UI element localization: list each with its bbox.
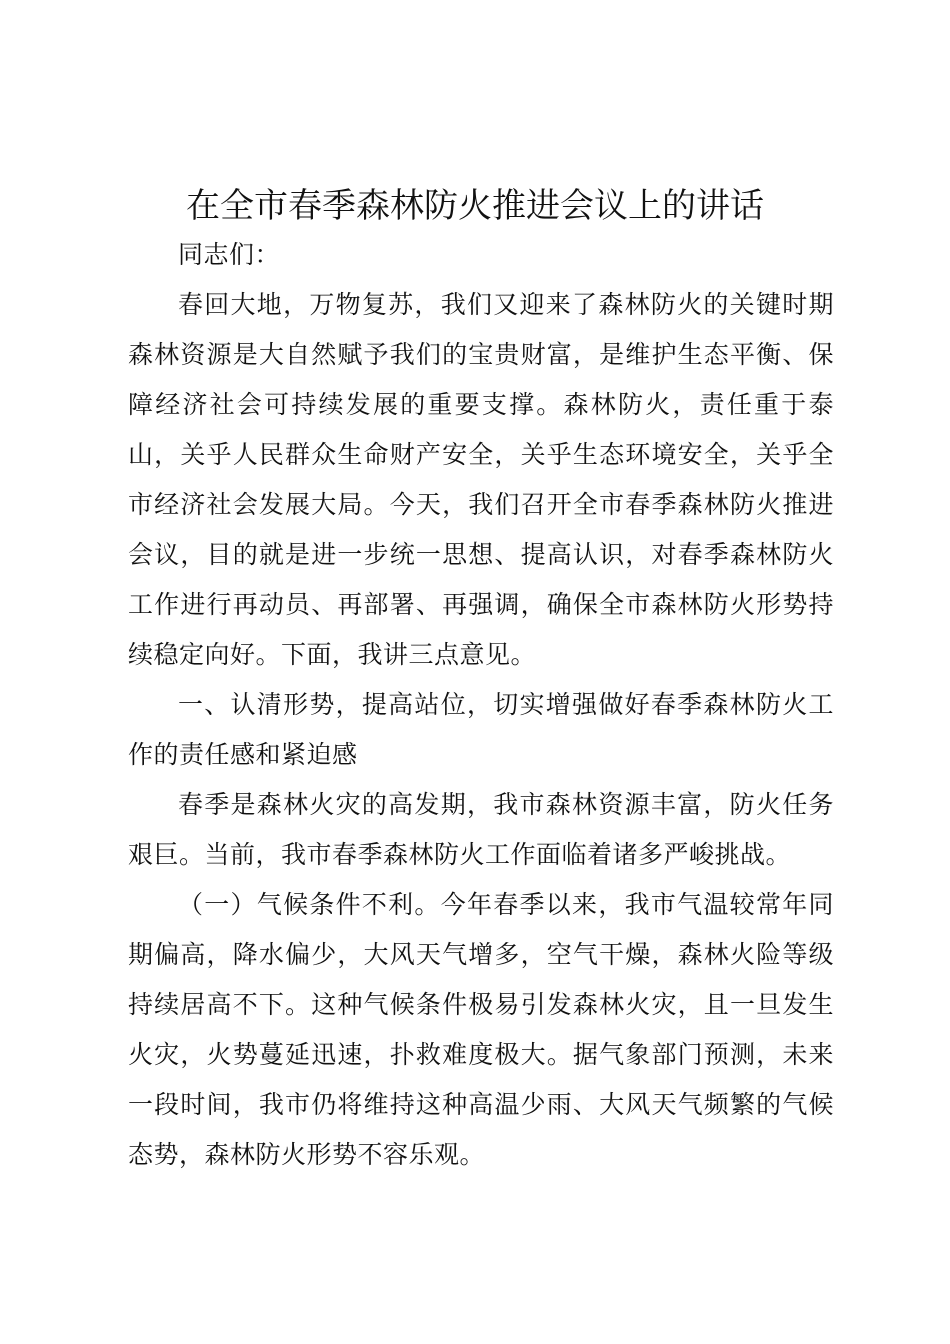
- section-heading-1: 一、认清形势，提高站位，切实增强做好春季森林防火工作的责任感和紧迫感: [128, 690, 834, 769]
- document-title: 在全市春季森林防火推进会议上的讲话: [186, 186, 764, 226]
- document-body: [128, 230, 834, 1180]
- paragraph-situation: 春季是森林火灾的高发期，我市森林资源丰富，防火任务艰巨。当前，我市春季森林防火工作面临着诸多严峻挑战。: [128, 790, 834, 869]
- paragraph-climate: （一）气候条件不利。今年春季以来，我市气温较常年同期偏高，降水偏少，大风天气增多，空气干燥，森林火险等级持续居高不下。这种气候条件极易引发森林火灾，且一旦发生火灾，火势蔓延迅速，扑救难度极大。据气象部门预测，未来一段时间，我市仍将维持这种高温少雨、大风天气频繁的气候态势，森林防火形势不容乐观。: [128, 890, 834, 1169]
- salutation: 同志们：: [178, 240, 281, 269]
- paragraph-intro: 春回大地，万物复苏，我们又迎来了森林防火的关键时期森林资源是大自然赋予我们的宝贵财富，是维护生态平衡、保障经济社会可持续发展的重要支撑。森林防火，责任重于泰山，关乎人民群众生命财产安全，关乎生态环境安全，关乎全市经济社会发展大局。今天，我们召开全市春季森林防火推进会议，目的就是进一步统一思想、提高认识，对春季森林防火工作进行再动员、再部署、再强调，确保全市森林防火形势持续稳定向好。下面，我讲三点意见。: [128, 290, 834, 669]
